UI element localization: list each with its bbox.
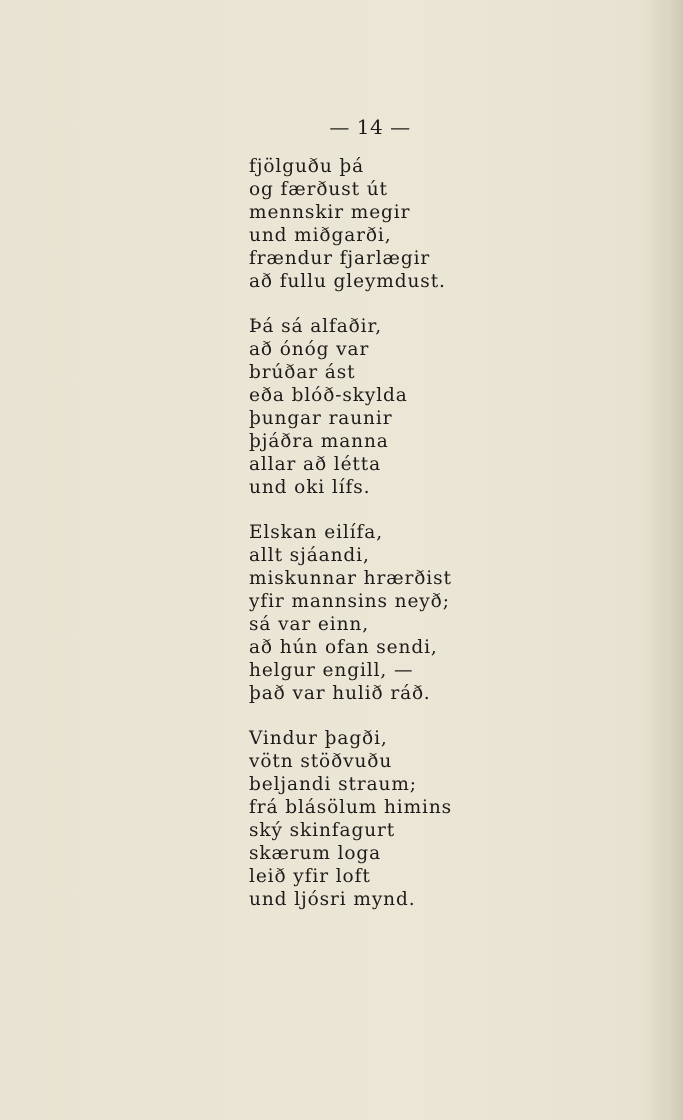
stanza-4	[249, 727, 669, 911]
poem-line: mennskir megir	[249, 202, 411, 223]
poem-line: helgur engill, —	[249, 660, 414, 681]
poem-line: Elskan eilífa,	[249, 522, 384, 543]
poem-line: Þá sá alfaðir,	[249, 316, 382, 337]
poem-line: und oki lífs.	[249, 477, 371, 498]
poem-line: sá var einn,	[249, 614, 369, 635]
poem-line: yfir mannsins neyð;	[249, 591, 450, 612]
poem-line: beljandi straum;	[249, 774, 417, 795]
poem-line: miskunnar hrærðist	[249, 568, 452, 589]
stanza-1	[249, 155, 669, 293]
poem-line: þungar raunir	[249, 408, 393, 429]
stanza-2	[249, 315, 669, 499]
poem-line: und ljósri mynd.	[249, 889, 416, 910]
poem-line: að ónóg var	[249, 339, 370, 360]
poem-line: allt sjáandi,	[249, 545, 370, 566]
poem-line: vötn stöðvuðu	[249, 751, 393, 772]
poem-line: und miðgarði,	[249, 225, 392, 246]
poem-line: frændur fjarlægir	[249, 248, 431, 269]
poem-line: brúðar ást	[249, 362, 356, 383]
stanza-3	[249, 521, 669, 705]
poem-line: ský skinfagurt	[249, 820, 396, 841]
poem	[249, 155, 669, 933]
poem-line: þjáðra manna	[249, 431, 389, 452]
poem-line: fjölguðu þá	[249, 156, 365, 177]
page-edge	[671, 0, 683, 1120]
poem-line: eða blóð-skylda	[249, 385, 408, 406]
poem-line: að hún ofan sendi,	[249, 637, 438, 658]
poem-line: skærum loga	[249, 843, 382, 864]
poem-line: það var hulið ráð.	[249, 683, 431, 704]
poem-line: Vindur þagði,	[249, 728, 388, 749]
poem-line: og færðust út	[249, 179, 388, 200]
poem-line: að fullu gleymdust.	[249, 271, 446, 292]
poem-line: leið yfir loft	[249, 866, 371, 887]
poem-line: allar að létta	[249, 454, 382, 475]
page-number: — 14 —	[329, 115, 411, 139]
poem-line: frá blásölum himins	[249, 797, 453, 818]
